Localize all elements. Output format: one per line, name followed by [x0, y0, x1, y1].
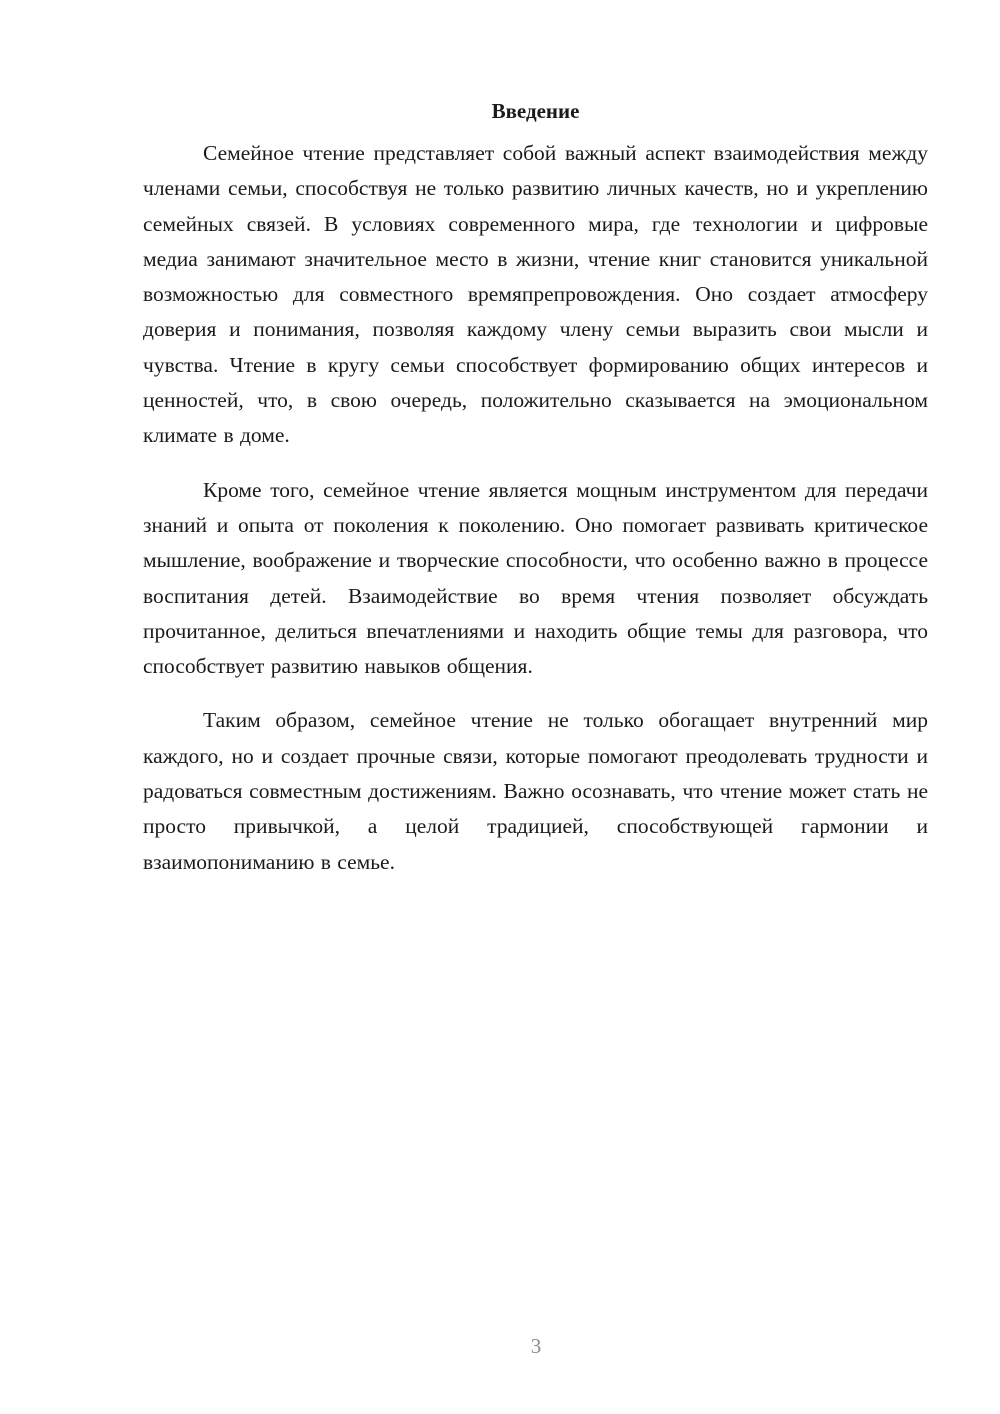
- document-body: [143, 96, 928, 899]
- paragraph-1: Семейное чтение представляет собой важный аспект взаимодействия между членами семьи, способствуя не только развитию личных качеств, но и укреплению семейных связей. В условиях современного мира, где технологии и цифровые медиа занимают значительное место в жизни, чтение книг становится уникальной возможностью для совместного времяпрепровождения. Оно создает атмосферу доверия и понимания, позволяя каждому члену семьи выразить свои мысли и чувства. Чтение в кругу семьи способствует формированию общих интересов и ценностей, что, в свою очередь, положительно сказывается на эмоциональном климате в доме.: [143, 141, 928, 448]
- paragraph-3: Таким образом, семейное чтение не только обогащает внутренний мир каждого, но и создает прочные связи, которые помогают преодолевать трудности и радоваться совместным достижениям. Важно осознавать, что чтение может стать не просто привычкой, а целой традицией, способствующей гармонии и взаимопониманию в семье.: [143, 708, 928, 874]
- section-title: Введение: [491, 99, 580, 123]
- paragraph-2: Кроме того, семейное чтение является мощным инструментом для передачи знаний и опыта от поколения к поколению. Оно помогает развивать критическое мышление, воображение и творческие способности, что особенно важно в процессе воспитания детей. Взаимодействие во время чтения позволяет обсуждать прочитанное, делиться впечатлениями и находить общие темы для разговора, что способствует развитию навыков общения.: [143, 477, 928, 679]
- page-number: 3: [530, 1334, 542, 1358]
